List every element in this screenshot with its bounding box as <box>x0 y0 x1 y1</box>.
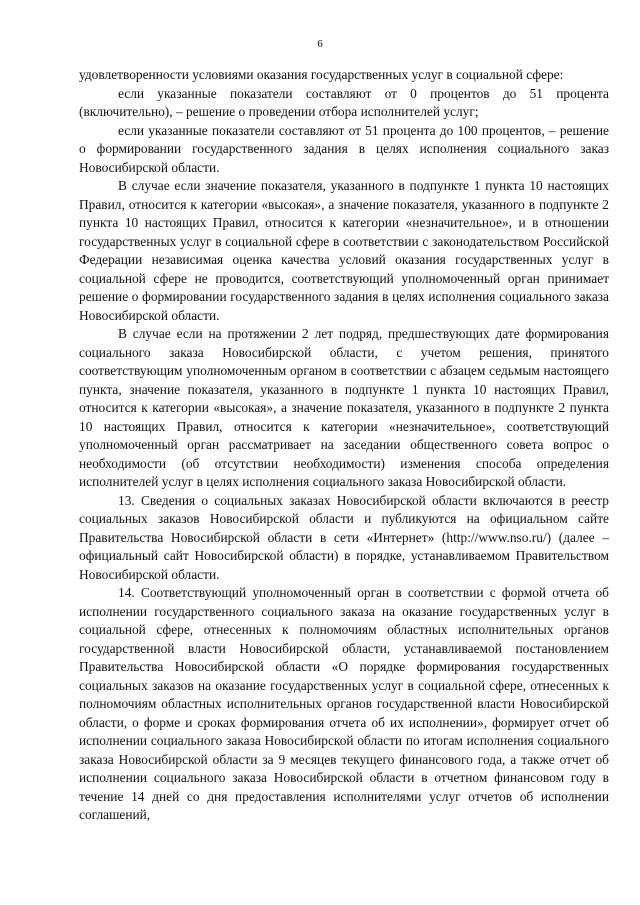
paragraph-item-14: 14. Соответствующий уполномоченный орган в соответствии с формой отчета об исполнении государственного социального заказа на оказание государственных услуг в социальной сфере, отнесенных к полномочиям областных исполнительных органов государственной власти Новосибирской области, устанавливаемой постановлением Правительства Новосибирской области «О порядке формирования государственных социальных заказов на оказание государственных услуг в социальной сфере, отнесенных к полномочиям областных исполнительных органов государственной власти Новосибирской области, о форме и сроках формирования отчета об их исполнении», формирует отчет об исполнении социального заказа Новосибирской области по итогам исполнения социального заказа Новосибирской области за 9 месяцев текущего финансового года, а также отчет об исполнении социального заказа Новосибирской области в отчетном финансовом году в течение 14 дней со дня предоставления исполнителями услуг отчетов об исполнении соглашений, <box>79 585 609 822</box>
paragraph-continuation: удовлетворенности условиями оказания государственных услуг в социальной сфере: <box>79 67 564 82</box>
paragraph-condition-0-51: если указанные показатели составляют от 0 процентов до 51 процента (включительно), – решение о проведении отбора исполнителей услуг; <box>79 85 609 119</box>
paragraph-condition-51-100: если указанные показатели составляют от 51 процента до 100 процентов, – решение о формировании государственного задания в целях исполнения социального заказ Новосибирской области. <box>79 122 609 175</box>
page-number: 6 <box>317 38 323 50</box>
paragraph-two-years-case: В случае если на протяжении 2 лет подряд, предшествующих дате формирования социального заказа Новосибирской области, с учетом решения, принятого соответствующим уполномоченным органом в соответствии с абзацем седьмым настоящего пункта, значение показателя, указанного в подпункте 1 пункта 10 настоящих Правил, относится к категории «высокая», а значение показателя, указанного в подпункте 2 пункта 10 настоящих Правил, относится к категории «незначительное», соответствующий уполномоченный орган рассматривает на заседании общественного совета вопрос о необходимости (об отсутствии необходимости) изменения способа определения исполнителей услуг в целях исполнения социального заказа Новосибирской области. <box>79 326 609 489</box>
paragraph-item-13: 13. Сведения о социальных заказах Новосибирской области включаются в реестр социальных заказов Новосибирской области и публикуются на официальном сайте Правительства Новосибирской области в сети «Интернет» (http://www.nso.ru/) (далее – официальный сайт Новосибирской области) в порядке, устанавливаемом Правительством Новосибирской области. <box>79 492 609 582</box>
paragraph-high-category-case: В случае если значение показателя, указанного в подпункте 1 пункта 10 настоящих Правил, относится к категории «высокая», а значение показателя, указанного в подпункте 2 пункта 10 настоящих Правил, относится к категории «незначительное», и в отношении государственных услуг в социальной сфере в соответствии с законодательством Российской Федерации независимая оценка качества условий оказания государственных услуг в социальной сфере не проводится, соответствующий уполномоченный орган принимает решение о формировании государственного задания в целях исполнения социального заказа Новосибирской области. <box>79 178 609 323</box>
document-body <box>79 66 609 825</box>
